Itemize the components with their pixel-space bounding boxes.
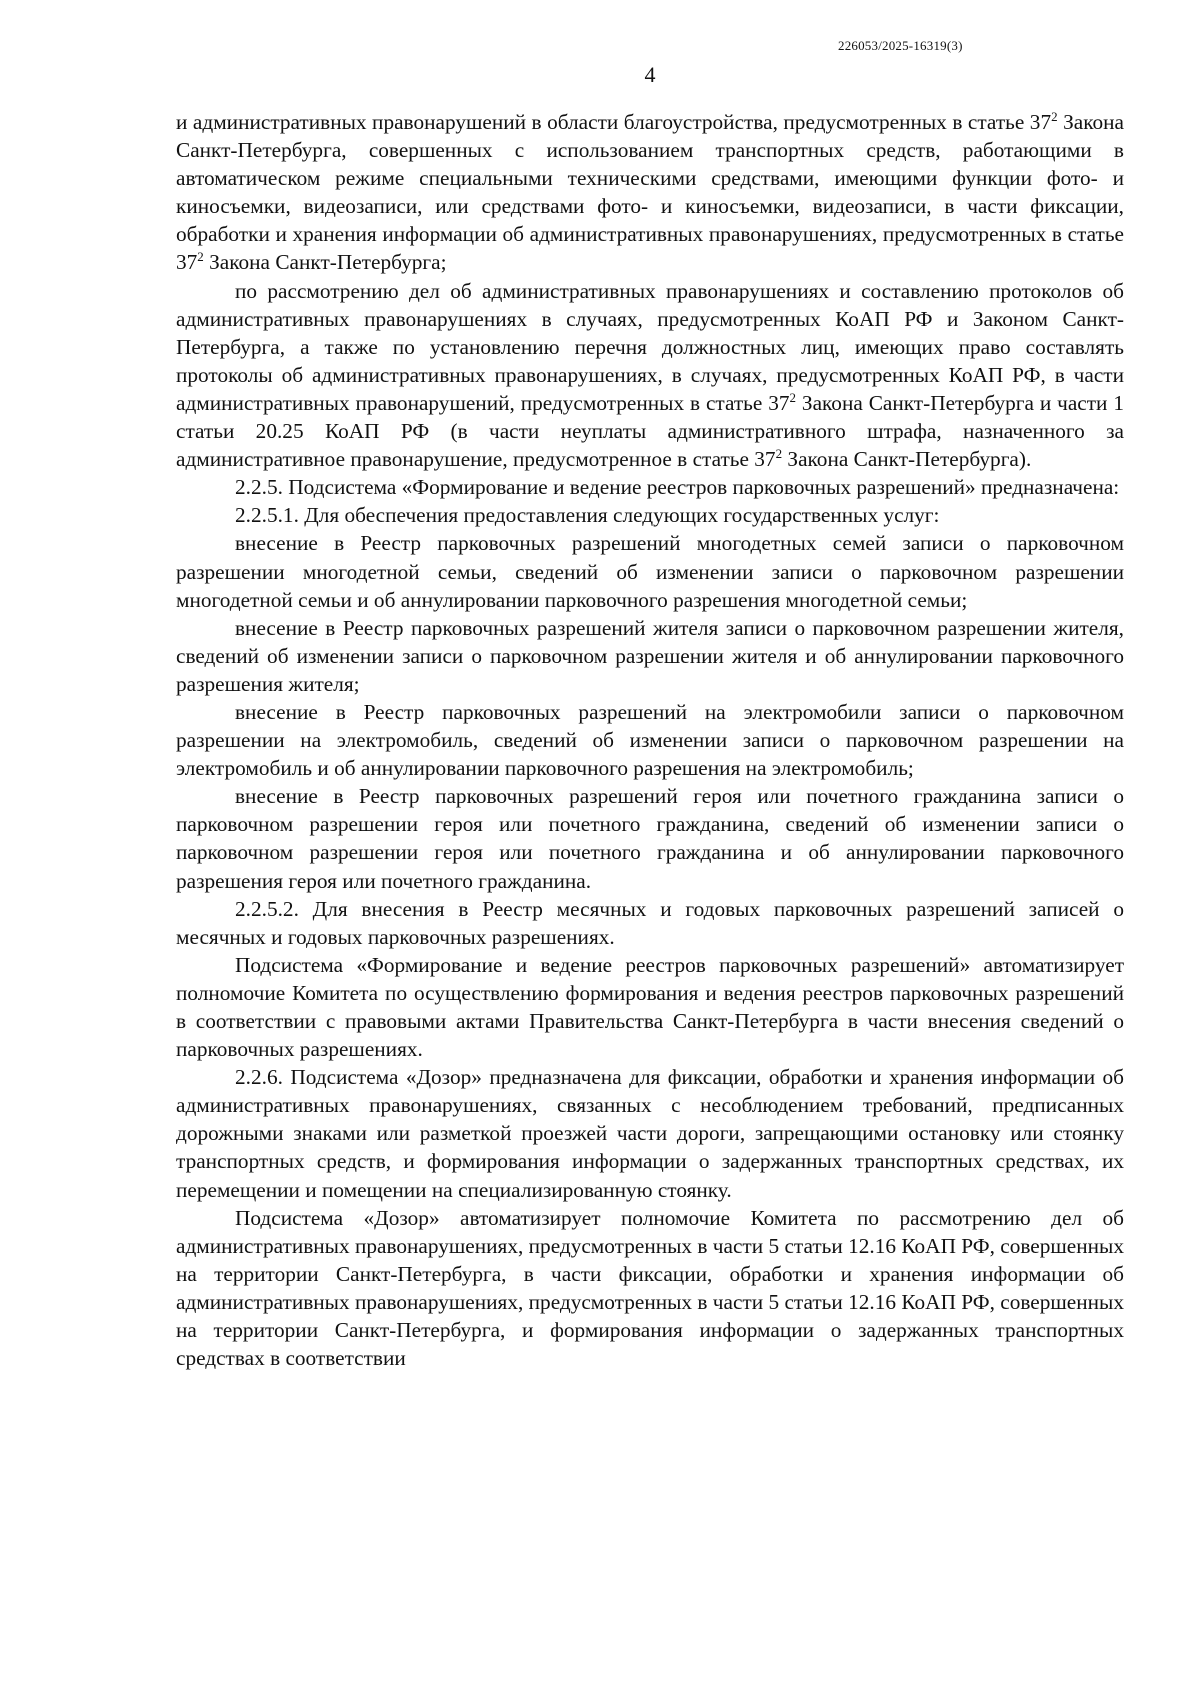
superscript: 2 [775, 446, 783, 462]
paragraph-subsystem-registry-automation: Подсистема «Формирование и ведение реестров парковочных разрешений» автоматизирует полномочие Комитета по осуществлению формирования и ведения реестров парковочных разрешений в соответствии с правовыми актами Правительства Санкт-Петербурга в части внесения сведений о парковочных разрешениях. [176, 952, 1124, 1062]
superscript: 2 [197, 249, 204, 265]
paragraph-case-review-protocols: по рассмотрению дел об административных правонарушениях и составлению протоколов об административных правонарушениях в случаях, предусмотренных КоАП РФ и Законом Санкт-Петербурга, а также по установлению перечня должностных лиц, имеющих право составлять протоколы об административных правонарушениях, в случаях, предусмотренных КоАП РФ, в части административных правонарушений, предусмотренных в статье $37^2$ Закона Санкт-Петербурга и части 1 статьи 20.25 КоАП РФ (в части неуплаты административного штрафа, назначенного за административное правонарушение, предусмотренное в статье $37^2$ Закона Санкт-Петербурга). [176, 278, 1124, 472]
paragraph-resident-registry: внесение в Реестр парковочных разрешений жителя записи о парковочном разрешении жителя, сведений об изменении записи о парковочном разрешении жителя и об аннулировании парковочного разрешения жителя; [176, 615, 1124, 696]
superscript: 2 [1051, 109, 1058, 124]
paragraph-section-2-2-5-2: 2.2.5.2. Для внесения в Реестр месячных и годовых парковочных разрешений записей о месячных и годовых парковочных разрешениях. [176, 896, 1124, 949]
paragraph-electric-vehicle-registry: внесение в Реестр парковочных разрешений на электромобили записи о парковочном разрешении на электромобиль, сведений об изменении записи о парковочном разрешении на электромобиль и об аннулировании парковочного разрешения на электромобиль; [176, 699, 1124, 781]
paragraph-section-2-2-5-1: 2.2.5.1. Для обеспечения предоставления следующих государственных услуг: [235, 503, 940, 528]
paragraph-hero-citizen-registry: внесение в Реестр парковочных разрешений героя или почетного гражданина записи о парковочном разрешении героя или почетного гражданина, сведений об изменении записи о парковочном разрешении героя или почетного гражданина и об аннулировании парковочного разрешения героя или почетного гражданина. [176, 784, 1124, 893]
document-body [176, 108, 1124, 1372]
paragraph-admin-offenses-beautification: и административных правонарушений в области благоустройства, предусмотренных в статье $37^2$ Закона Санкт-Петербурга, совершенных с использованием транспортных средств, работающими в автоматическом режиме специальными техническими средствами, имеющими функции фото- и киносъемки, видеозаписи, или средствами фото- и киносъемки, видеозаписи, в части фиксации, обработки и хранения информации об административных правонарушениях, предусмотренных в статье $37^2$ Закона Санкт-Петербурга; [176, 109, 1124, 275]
paragraph-section-2-2-6-dozor: 2.2.6. Подсистема «Дозор» предназначена для фиксации, обработки и хранения информации об административных правонарушениях, связанных с несоблюдением требований, предписанных дорожными знаками или разметкой проезжей части дороги, запрещающими остановку или стоянку транспортных средств, и формирования информации о задержанных транспортных средствах, их перемещении и помещении на специализированную стоянку. [176, 1065, 1124, 1202]
page-number: 4 [644, 62, 656, 87]
paragraph-section-2-2-5: 2.2.5. Подсистема «Формирование и ведение реестров парковочных разрешений» предназначена: [235, 475, 1120, 500]
superscript: 2 [789, 389, 797, 405]
paragraph-dozor-automation: Подсистема «Дозор» автоматизирует полномочие Комитета по рассмотрению дел об административных правонарушениях, предусмотренных в части 5 статьи 12.16 КоАП РФ, совершенных на территории Санкт-Петербурга, в части фиксации, обработки и хранения информации об административных правонарушениях, предусмотренных в части 5 статьи 12.16 КоАП РФ, совершенных на территории Санкт-Петербурга, и формирования информации о задержанных транспортных средствах в соответствии [176, 1205, 1124, 1371]
document-registration-number: 226053/2025-16319(3) [838, 38, 963, 53]
paragraph-large-families-registry: внесение в Реестр парковочных разрешений многодетных семей записи о парковочном разрешении многодетной семьи, сведений об изменении записи о парковочном разрешении многодетной семьи и об аннулировании парковочного разрешения многодетной семьи; [176, 531, 1124, 612]
